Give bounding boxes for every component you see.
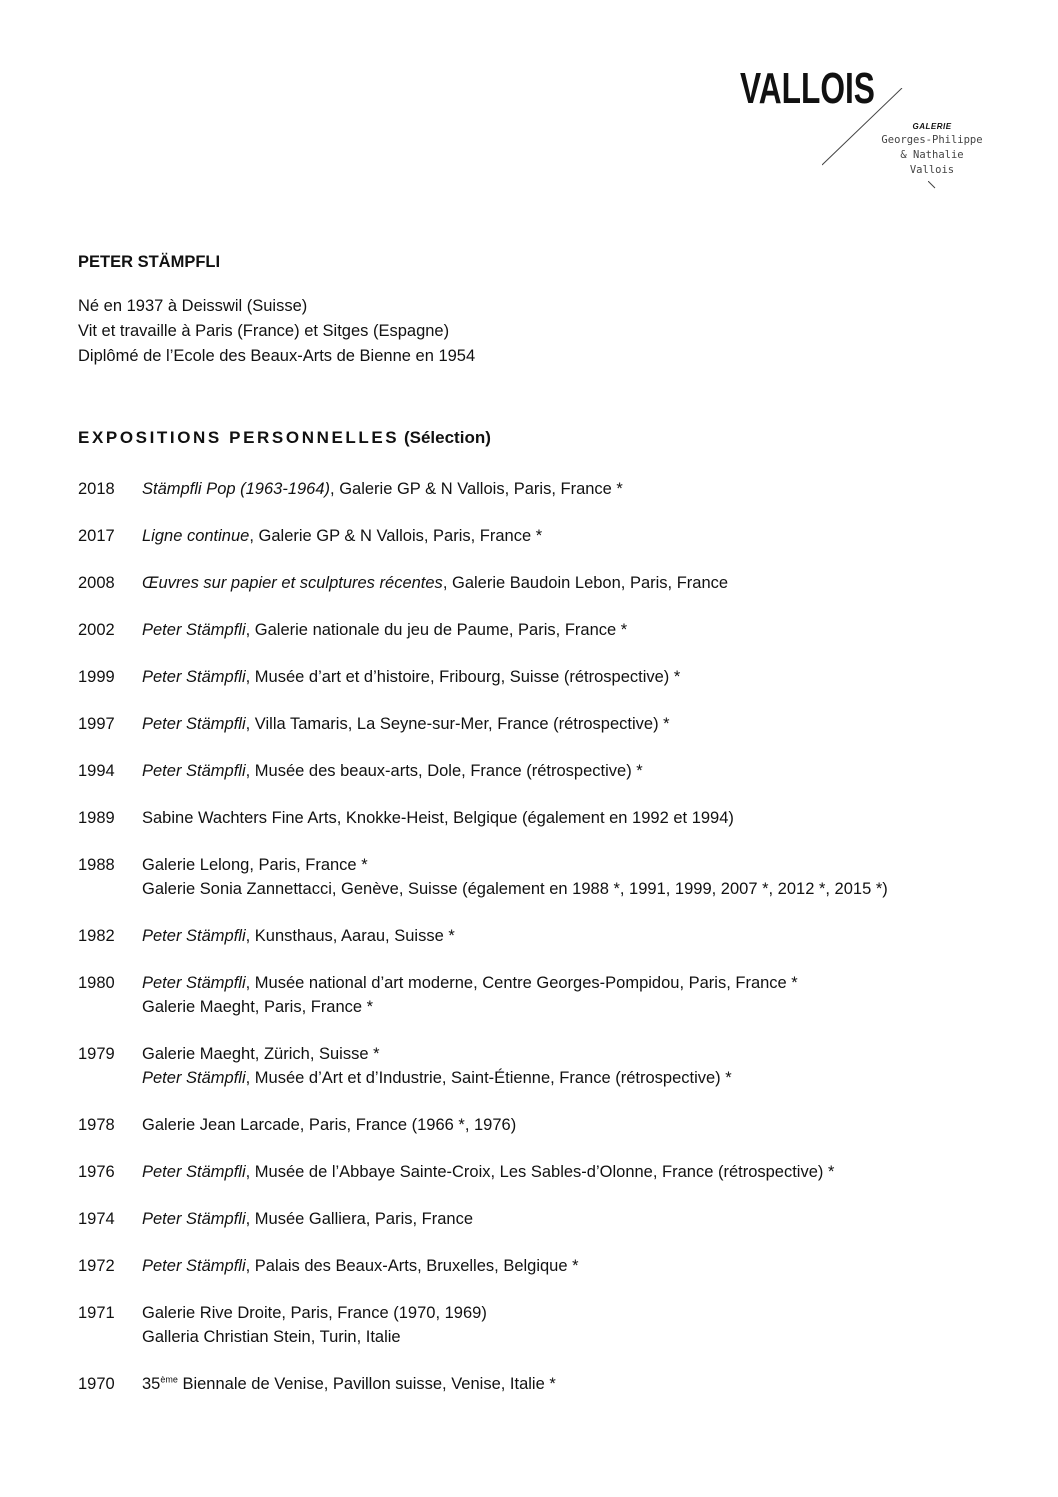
exhibition-line <box>142 477 1038 501</box>
exhibition-title: Peter Stämpfli <box>142 621 246 639</box>
exhibition-line <box>142 1254 1038 1278</box>
exhibition-entry <box>78 971 1038 1019</box>
exhibition-title: Peter Stämpfli <box>142 1257 246 1275</box>
exhibition-lines <box>142 806 1038 830</box>
exhibition-lines <box>142 1207 1038 1231</box>
exhibition-line <box>142 1066 1038 1090</box>
exhibition-details: , Musée de l’Abbaye Sainte-Croix, Les Sables-d’Olonne, France (rétrospective) * <box>245 1163 835 1181</box>
exhibition-year: 1980 <box>78 974 115 992</box>
exhibition-entry <box>78 1372 1038 1396</box>
exhibition-line <box>142 924 1038 948</box>
exhibition-lines <box>142 712 1038 736</box>
exhibition-lines <box>142 524 1038 548</box>
exhibition-title: Peter Stämpfli <box>142 1069 246 1087</box>
exhibition-entry <box>78 853 1038 901</box>
exhibition-entry <box>78 665 1038 689</box>
exhibition-details: , Galerie Baudoin Lebon, Paris, France <box>442 574 729 592</box>
exhibition-entry <box>78 1207 1038 1231</box>
exhibition-ordinal-suffix: ème <box>160 1374 178 1385</box>
exhibition-line <box>142 571 1038 595</box>
exhibition-entry <box>78 1113 1038 1137</box>
exhibition-entry <box>78 924 1038 948</box>
exhibition-title: Peter Stämpfli <box>142 715 246 733</box>
exhibition-lines <box>142 853 1038 901</box>
exhibition-year: 1971 <box>78 1304 115 1322</box>
exhibition-lines <box>142 759 1038 783</box>
exhibition-lines <box>142 1301 1038 1349</box>
exhibition-year: 1999 <box>78 668 115 686</box>
exhibition-title: Stämpfli Pop (1963-1964) <box>142 480 331 498</box>
logo-subtitle <box>876 121 988 178</box>
exhibition-entry <box>78 806 1038 830</box>
exhibition-year: 1989 <box>78 809 115 827</box>
section-heading <box>78 428 491 448</box>
exhibition-year: 1994 <box>78 762 115 780</box>
exhibition-year: 1970 <box>78 1375 115 1393</box>
exhibition-details: Galerie Lelong, Paris, France * <box>142 856 368 874</box>
exhibition-lines <box>142 1113 1038 1137</box>
logo-line-2: & Nathalie <box>900 149 964 161</box>
logo-line-1: Georges-Philippe <box>881 134 983 146</box>
section-title: EXPOSITIONS PERSONNELLES <box>78 428 400 447</box>
exhibition-year: 2002 <box>78 621 115 639</box>
bio-line: Vit et travaille à Paris (France) et Sitges (Espagne) <box>78 322 450 340</box>
exhibition-lines <box>142 571 1038 595</box>
exhibition-entry <box>78 1160 1038 1184</box>
exhibition-year: 1979 <box>78 1045 115 1063</box>
exhibition-title: Peter Stämpfli <box>142 1210 246 1228</box>
exhibition-title: Ligne continue <box>142 527 250 545</box>
exhibition-title: Peter Stämpfli <box>142 668 246 686</box>
logo-tick-icon <box>928 181 936 189</box>
exhibition-details: Galerie Maeght, Paris, France * <box>142 998 374 1016</box>
exhibition-year: 1982 <box>78 927 115 945</box>
logo-wordmark: VALLOIS <box>740 64 875 113</box>
exhibition-entry <box>78 571 1038 595</box>
exhibition-year: 1988 <box>78 856 115 874</box>
exhibition-lines <box>142 971 1038 1019</box>
exhibition-entry <box>78 1301 1038 1349</box>
exhibition-details: Galerie Rive Droite, Paris, France (1970, 1969) <box>142 1304 487 1322</box>
exhibition-details: , Villa Tamaris, La Seyne-sur-Mer, France (rétrospective) * <box>245 715 670 733</box>
exhibition-details: , Galerie nationale du jeu de Paume, Paris, France * <box>245 621 628 639</box>
exhibition-line <box>142 524 1038 548</box>
logo-galerie-label: GALERIE <box>912 122 952 131</box>
exhibition-year: 1974 <box>78 1210 115 1228</box>
exhibition-lines <box>142 618 1038 642</box>
exhibition-lines <box>142 924 1038 948</box>
exhibition-line <box>142 1160 1038 1184</box>
exhibition-line <box>142 665 1038 689</box>
exhibition-year: 2008 <box>78 574 115 592</box>
exhibition-year: 1976 <box>78 1163 115 1181</box>
exhibition-entry <box>78 712 1038 736</box>
exhibition-ordinal: 35 <box>142 1375 161 1393</box>
exhibition-details: , Kunsthaus, Aarau, Suisse * <box>245 927 455 945</box>
exhibition-line <box>142 618 1038 642</box>
exhibition-line <box>142 853 1038 877</box>
exhibition-lines <box>142 1372 1038 1396</box>
exhibition-lines <box>142 1042 1038 1090</box>
section-suffix: (Sélection) <box>403 428 491 447</box>
exhibition-details: Sabine Wachters Fine Arts, Knokke-Heist, Belgique (également en 1992 et 1994) <box>142 809 734 827</box>
exhibition-year: 2018 <box>78 480 115 498</box>
exhibition-line <box>142 1325 1038 1349</box>
exhibition-details: , Musée Galliera, Paris, France <box>245 1210 474 1228</box>
exhibition-title: Peter Stämpfli <box>142 974 246 992</box>
exhibition-lines <box>142 1254 1038 1278</box>
exhibition-entry <box>78 524 1038 548</box>
exhibition-entry <box>78 759 1038 783</box>
exhibition-details: , Galerie GP & N Vallois, Paris, France * <box>249 527 543 545</box>
artist-bio <box>78 294 475 369</box>
exhibition-details: , Musée d’art et d’histoire, Fribourg, Suisse (rétrospective) * <box>245 668 681 686</box>
exhibition-details: Galerie Jean Larcade, Paris, France (1966 *, 1976) <box>142 1116 517 1134</box>
exhibition-year: 1978 <box>78 1116 115 1134</box>
exhibition-details: , Galerie GP & N Vallois, Paris, France * <box>330 480 623 498</box>
exhibition-line <box>142 1113 1038 1137</box>
logo-line-3: Vallois <box>909 164 955 176</box>
exhibition-line <box>142 877 1038 901</box>
exhibition-title: Peter Stämpfli <box>142 762 246 780</box>
exhibition-lines <box>142 477 1038 501</box>
exhibition-title: Peter Stämpfli <box>142 1163 246 1181</box>
exhibition-list <box>78 477 1038 1419</box>
exhibition-line <box>142 806 1038 830</box>
exhibition-line <box>142 712 1038 736</box>
exhibition-line <box>142 971 1038 995</box>
exhibition-details: Biennale de Venise, Pavillon suisse, Venise, Italie * <box>177 1375 556 1393</box>
exhibition-details: Galleria Christian Stein, Turin, Italie <box>142 1328 401 1346</box>
exhibition-details: Galerie Maeght, Zürich, Suisse * <box>142 1045 380 1063</box>
exhibition-year: 2017 <box>78 527 115 545</box>
exhibition-line <box>142 1207 1038 1231</box>
exhibition-lines <box>142 1160 1038 1184</box>
exhibition-year: 1972 <box>78 1257 115 1275</box>
artist-name: PETER STÄMPFLI <box>78 253 221 271</box>
exhibition-lines <box>142 665 1038 689</box>
bio-line: Né en 1937 à Deisswil (Suisse) <box>78 297 308 315</box>
exhibition-details: , Musée national d’art moderne, Centre Georges-Pompidou, Paris, France * <box>245 974 798 992</box>
exhibition-title: Œuvres sur papier et sculptures récentes <box>142 574 443 592</box>
exhibition-line <box>142 759 1038 783</box>
exhibition-line <box>142 995 1038 1019</box>
bio-line: Diplômé de l’Ecole des Beaux-Arts de Bienne en 1954 <box>78 347 476 365</box>
exhibition-entry <box>78 618 1038 642</box>
exhibition-year: 1997 <box>78 715 115 733</box>
exhibition-line <box>142 1301 1038 1325</box>
exhibition-details: , Musée d’Art et d’Industrie, Saint-Étienne, France (rétrospective) * <box>245 1069 732 1087</box>
exhibition-title: Peter Stämpfli <box>142 927 246 945</box>
exhibition-details: Galerie Sonia Zannettacci, Genève, Suisse (également en 1988 *, 1991, 1999, 2007 *, 2012 *, 2015 *) <box>142 880 888 898</box>
exhibition-line <box>142 1042 1038 1066</box>
exhibition-entry <box>78 1254 1038 1278</box>
exhibition-line <box>142 1372 1038 1396</box>
exhibition-details: , Musée des beaux-arts, Dole, France (rétrospective) * <box>245 762 643 780</box>
exhibition-entry <box>78 477 1038 501</box>
exhibition-entry <box>78 1042 1038 1090</box>
exhibition-details: , Palais des Beaux-Arts, Bruxelles, Belgique * <box>245 1257 579 1275</box>
